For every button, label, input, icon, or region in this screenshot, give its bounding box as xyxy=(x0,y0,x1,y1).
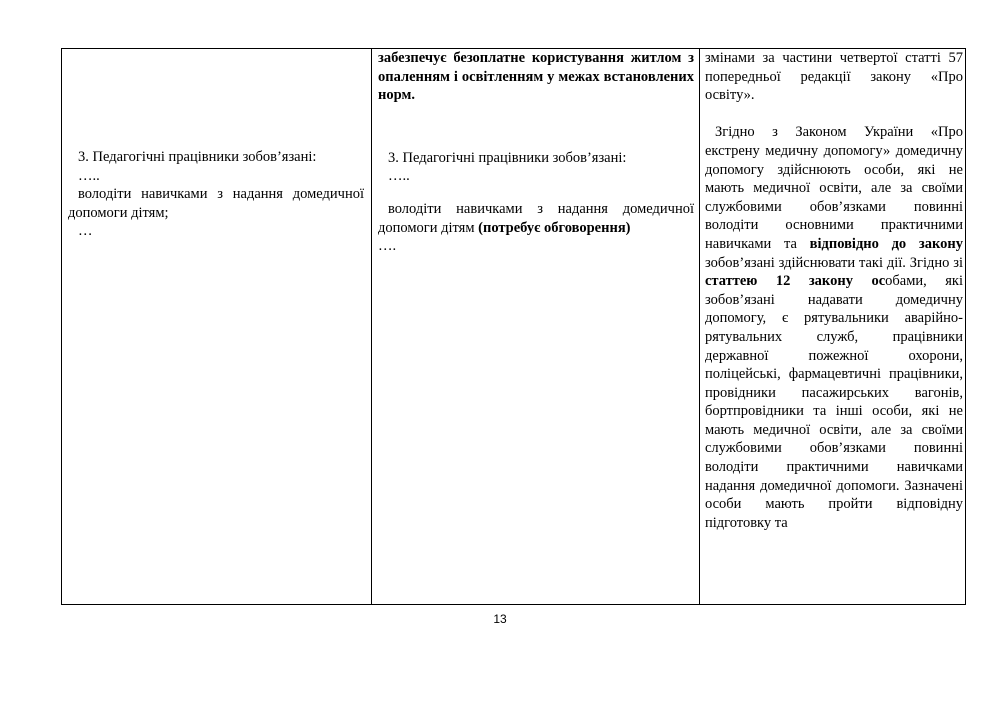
obligation-item xyxy=(378,200,694,237)
comment-paragraph-1: змінами за частини четвертої статті 57 попередньої редакції закону «Про освіту». xyxy=(705,50,963,104)
heading-obligations: 3. Педагогічні працівники зобов’язані: xyxy=(78,149,317,165)
bold-article-ref: статтею 12 закону ос xyxy=(705,273,886,290)
comment-paragraph-2: Згідно з Законом України «Про екстрену медичну допомогу» домедичну допомогу здійснюють особи, які не мають медичної освіти, але за своїми службовими обов’язками повинні володіти основними практичними навичками та відповідно до закону зобов’язані здійснювати такі дії. Згідно зі статтею 12 закону особами, які зобов’язані надавати домедичну допомогу, є рятувальники аварійно-рятувальних служб, працівники державної пожежної охорони, поліцейські, фармацевтичні працівники, провідники пасажирських вагонів, бортпровідники та інші особи, які не мають медичної освіти, але за своїми службовими обов’язками повинні володіти практичними навичками надання домедичної допомоги. Зазначені особи мають пройти відповідну підготовку та xyxy=(705,124,963,531)
item-text: володіти навичками з надання домедичної допомоги дітям xyxy=(378,200,694,236)
page-number: 13 xyxy=(493,612,507,626)
housing-provision-text: забезпечує безоплатне користування житлом з опаленням і освітленням у межах встановлених норм. xyxy=(378,50,694,104)
column-divider xyxy=(699,49,700,604)
ellipsis: ….. xyxy=(78,167,100,184)
obligation-item: володіти навичками з надання домедичної допомоги дітям; xyxy=(68,186,364,221)
column-proposed-text xyxy=(378,49,694,604)
heading-obligations: 3. Педагогічні працівники зобов’язані: xyxy=(388,149,627,166)
column-comment xyxy=(705,49,963,604)
column-current-text xyxy=(68,49,364,604)
discussion-note: (потребує обговорення) xyxy=(478,219,631,236)
ellipsis: ….. xyxy=(388,168,410,185)
bold-law-ref: відповідно до закону xyxy=(809,235,963,252)
ellipsis: … xyxy=(78,223,93,240)
ellipsis: …. xyxy=(378,238,397,255)
column-divider xyxy=(371,49,372,604)
comparison-table xyxy=(61,48,966,605)
